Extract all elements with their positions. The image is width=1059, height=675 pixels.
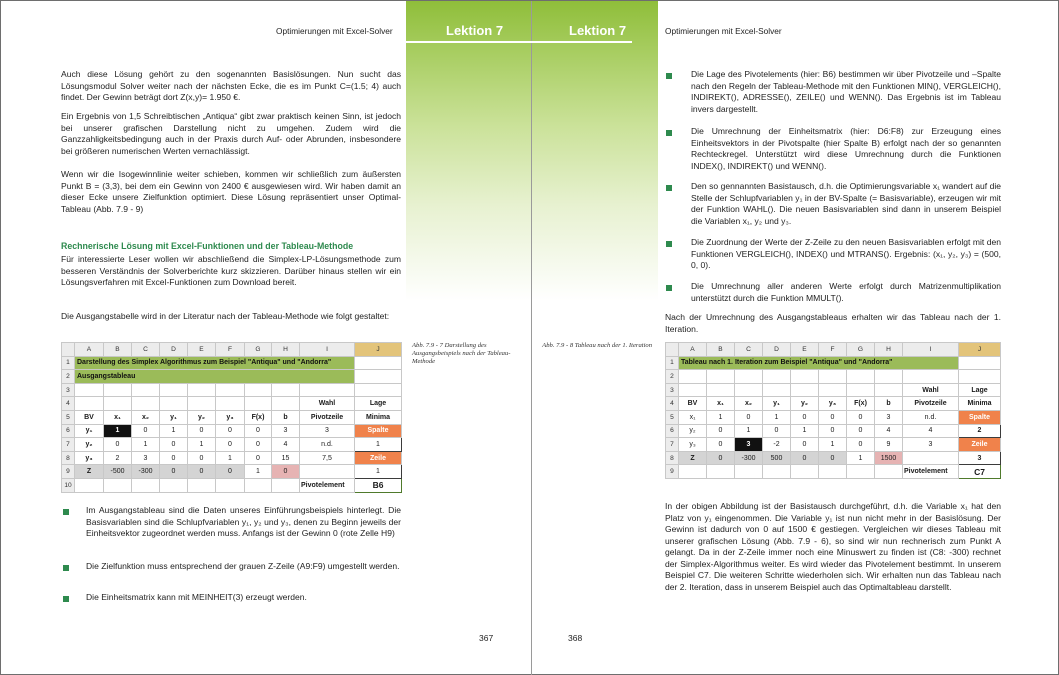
pivotelement-label: Pivotelement [300, 478, 355, 492]
row-number: 2 [666, 370, 679, 384]
table-cell: 0 [188, 424, 216, 438]
table-cell: 0 [847, 438, 875, 452]
left-paragraph-5: Die Ausgangstabelle wird in der Literatur nach der Tableau-Methode wie folgt gestaltet: [61, 311, 390, 321]
tableau-iteration-1 [665, 342, 1001, 479]
table-cell: 1 [188, 438, 216, 452]
table-cell: -300 [132, 465, 160, 479]
col-header: G [847, 343, 875, 357]
table-cell: 0 [188, 465, 216, 479]
col-header: A [679, 343, 707, 357]
bullet-icon [666, 285, 672, 291]
sheet-corner [666, 343, 679, 357]
row-number: 8 [62, 451, 75, 465]
page-number-left: 367 [479, 633, 494, 643]
figure-caption-right: Abb. 7.9 - 8 Tableau nach der 1. Iteration [542, 342, 652, 349]
table-cell: y₃ [75, 451, 104, 465]
spalte-cell: Spalte [959, 410, 1001, 424]
table-cell: -2 [763, 438, 791, 452]
col-header: E [188, 343, 216, 357]
bullet-icon [666, 185, 672, 191]
right-bullet-5: Die Umrechnung aller anderen Werte erfolgt durch Matrizenmultiplikation unterstützt durch die Funktion MMULT(). [691, 281, 1001, 303]
column-label: y₃ [216, 410, 245, 424]
row-number: 4 [62, 397, 75, 411]
table-cell: 0 [707, 424, 735, 438]
table-cell: Z [75, 465, 104, 479]
col-header: J [355, 343, 402, 357]
table-cell: 0 [791, 451, 819, 465]
bullet-icon [666, 73, 672, 79]
row-number: 6 [62, 424, 75, 438]
section-heading: Rechnerische Lösung mit Excel-Funktionen und der Tableau-Methode [61, 241, 354, 251]
col-header: F [819, 343, 847, 357]
row-number: 10 [62, 478, 75, 492]
table-cell: 0 [819, 451, 847, 465]
col-header: G [245, 343, 272, 357]
table-cell: 0 [188, 451, 216, 465]
row-number: 3 [62, 383, 75, 397]
table-cell: 4 [903, 424, 959, 438]
row-number: 1 [62, 356, 75, 370]
table-cell: y₃ [679, 438, 707, 452]
lektion-rule-right [532, 41, 632, 43]
table-cell: y₂ [679, 424, 707, 438]
minima-cell: 3 [959, 451, 1001, 465]
zeile-cell: Zeile [959, 438, 1001, 452]
table-cell: 0 [791, 410, 819, 424]
table-cell: 0 [216, 438, 245, 452]
table-cell: x₁ [679, 410, 707, 424]
table-cell: 0 [216, 465, 245, 479]
row-number: 7 [666, 438, 679, 452]
bullet-icon [63, 509, 69, 515]
left-bullet-1: Im Ausgangstableau sind die Daten unseres Einführungsbeispiels hinterlegt. Die Basisvariablen sind die Schlupfvariablen y₁, y₂ und y₃, denen zu Beginn jeweils der Einheitsvektor zugeordnet werden muss. Anfangs ist der Gewinn 0 (rote Zelle H9) [86, 505, 401, 538]
wahl-header: Wahl [903, 383, 959, 397]
table-cell: 15 [272, 451, 300, 465]
table-cell: 1 [245, 465, 272, 479]
table-cell: 0 [735, 410, 763, 424]
pivotelement-value: B6 [355, 478, 402, 492]
column-label: y₂ [791, 397, 819, 411]
spalte-cell: Spalte [355, 424, 402, 438]
table-cell: 1 [847, 451, 875, 465]
table-cell: 7,5 [300, 451, 355, 465]
right-bullet-1: Die Lage des Pivotelements (hier: B6) bestimmen wir über Pivotzeile und –Spalte nach den Regeln der Tableau-Methode mit den Funktionen MIN(), VERGLEICH(), INDIREKT(), ADRESSE(), ZEILE() und WENN(). Das Ergebnis ist im Tableau invers dargestellt. [691, 69, 1001, 114]
column-label: Minima [959, 397, 1001, 411]
table-cell: -300 [735, 451, 763, 465]
sheet-corner [62, 343, 75, 357]
left-paragraph-4: Für interessierte Leser wollen wir abschließend die Simplex-LP-Lösungsmethode zum besseren Verständnis der Solverberichte kurz skizzieren. Darüber hinaus stellen wir ein Lösungsverfahren mit Excel-Funktionen zum Download bereit. [61, 254, 401, 287]
right-paragraph-2: In der obigen Abbildung ist der Basistausch durchgeführt, d.h. die Variable x₁ hat den Platz von y₁ eingenommen. Die Variable y₁ ist nun nicht mehr in der Basislösung. Der Gewinn ist dadurch von 0 auf 1500 € gestiegen. Vergleichen wir dieses Tableau mit unserer grafischen Lösung (Abb. 7.9 - 6), so sind wir nun rechnerisch zum Punkt A gelangt. Da in der Z-Zeile immer noch eine Minuswert zu finden ist (C8: -300) rechnet der Simplex-Algorithmus weiter. Es wird wieder das Pivotelement bestimmt. In unserem Beispiel C7. Die weiteren Schritte wiederholen sich. Wir erhalten nun das Tableau nach der 2. Iteration, dass in unserem Beispiel auch das Optimaltableau darstellt. [665, 501, 1001, 592]
row-number: 4 [666, 397, 679, 411]
table-cell: 0 [245, 424, 272, 438]
chapter-band-left [406, 1, 532, 301]
page-number-right: 368 [568, 633, 583, 643]
sheet-title: Tableau nach 1. Iteration zum Beispiel "Antiqua" und "Andorra" [679, 356, 959, 370]
table-cell [355, 370, 402, 384]
column-label: x₁ [707, 397, 735, 411]
row-number: 2 [62, 370, 75, 384]
table-cell: 0 [245, 451, 272, 465]
pivotelement-value: C7 [959, 465, 1001, 479]
col-header: D [763, 343, 791, 357]
table-cell [300, 465, 355, 479]
column-label: x₁ [104, 410, 132, 424]
col-header: B [707, 343, 735, 357]
column-label: F(x) [847, 397, 875, 411]
table-cell: n.d. [903, 410, 959, 424]
column-label: F(x) [245, 410, 272, 424]
table-cell: 1 [132, 438, 160, 452]
bullet-icon [666, 130, 672, 136]
chapter-band-right [532, 1, 658, 301]
table-cell [355, 356, 402, 370]
col-header: B [104, 343, 132, 357]
row-number: 5 [62, 410, 75, 424]
table-cell: 3 [300, 424, 355, 438]
column-label: Pivotzeile [903, 397, 959, 411]
col-header: H [272, 343, 300, 357]
running-header-right: Optimierungen mit Excel-Solver [665, 26, 782, 36]
table-cell: 2 [104, 451, 132, 465]
row-number: 9 [666, 465, 679, 479]
row-number: 7 [62, 438, 75, 452]
zeile-cell: Zeile [355, 451, 402, 465]
column-label: BV [75, 410, 104, 424]
pivot-cell: 3 [735, 438, 763, 452]
table-cell: 0 [819, 410, 847, 424]
running-header-left: Optimierungen mit Excel-Solver [276, 26, 393, 36]
row-number: 8 [666, 451, 679, 465]
table-cell: 0 [245, 438, 272, 452]
row-number: 6 [666, 424, 679, 438]
row-number: 3 [666, 383, 679, 397]
pivot-cell: 1 [104, 424, 132, 438]
right-bullet-2: Die Umrechnung der Einheitsmatrix (hier: D6:F8) zur Erzeugung eines Einheitsvektors in der Pivotspalte (hier Spalte B) erfolgt nach der so genannten Rechteckregel. Unterstützt wird diese Umrechnung durch die Funktionen INDEX(), INDIREKT() und WENN(). [691, 126, 1001, 171]
col-header: E [791, 343, 819, 357]
table-cell: 0 [216, 424, 245, 438]
col-header: I [300, 343, 355, 357]
row-number: 5 [666, 410, 679, 424]
column-label: y₁ [763, 397, 791, 411]
bullet-icon [63, 596, 69, 602]
lage-header: Lage [959, 383, 1001, 397]
left-paragraph-2: Ein Ergebnis von 1,5 Schreibtischen „Antiqua“ gibt zwar praktisch keinen Sinn, ist jedoch bei unserer grafischen Darstellung nicht zu umgehen. Zudem wird die Ganzzahligkeitsbedingung auch in der Praxis durch Auf- oder Abrunden, insbesondere bei größeren numerischen Werten vernachlässigt. [61, 111, 401, 156]
right-bullet-4: Die Zuordnung der Werte der Z-Zeile zu den neuen Basisvariablen erfolgt mit den Funktionen VERGLEICH(), INDEX() und MTRANS(). Ergebnis: (x₁, y₂, y₃) = (500, 0, 0). [691, 237, 1001, 270]
column-label: x₂ [132, 410, 160, 424]
column-label: b [272, 410, 300, 424]
col-header: A [75, 343, 104, 357]
table-cell: 0 [160, 465, 188, 479]
left-paragraph-1: Auch diese Lösung gehört zu den sogenannten Basislösungen. Nun sucht das Lösungsmodul Solver weiter nach der nächsten Ecke, die es im Punkt C=(1.5; 4) auch findet. Der Gewinn beträgt dort Z(x,y)= 1.950 €. [61, 69, 401, 102]
column-label: y₁ [160, 410, 188, 424]
table-cell: 0 [132, 424, 160, 438]
table-cell [959, 356, 1001, 370]
lage-header: Lage [355, 397, 402, 411]
right-paragraph-1: Nach der Umrechnung des Ausgangstableaus erhalten wir das Tableau nach der 1. Iteration. [665, 312, 1001, 334]
table-cell: 1 [791, 424, 819, 438]
table-cell: 0 [707, 451, 735, 465]
left-bullet-3: Die Einheitsmatrix kann mit MEINHEIT(3) erzeugt werden. [86, 592, 307, 602]
tableau-initial [61, 342, 402, 493]
col-header: D [160, 343, 188, 357]
row-number: 9 [62, 465, 75, 479]
bullet-icon [666, 241, 672, 247]
minima-cell: 2 [959, 424, 1001, 438]
table-cell: 0 [104, 438, 132, 452]
left-paragraph-3: Wenn wir die Isogewinnlinie weiter schieben, kommen wir schließlich zum äußersten Punkt B = (3,3), bei dem ein Gewinn von 2400 € ausgewiesen wird. Wir haben damit an dieser Ecke unsere Zielfunktion optimiert. Diese Lösung repräsentiert unser Optimal-Tableau (Abb. 7.9 - 9) [61, 169, 401, 214]
lektion-label-left: Lektion 7 [446, 23, 504, 38]
table-cell: Z [679, 451, 707, 465]
table-cell: 1 [160, 424, 188, 438]
table-cell: 3 [903, 438, 959, 452]
table-cell: 0 [847, 410, 875, 424]
column-label: x₂ [735, 397, 763, 411]
column-label: y₂ [188, 410, 216, 424]
table-cell: y₂ [75, 438, 104, 452]
table-cell: 0 [707, 438, 735, 452]
pivotelement-label: Pivotelement [903, 465, 959, 479]
col-header: C [132, 343, 160, 357]
gewinn-cell: 0 [272, 465, 300, 479]
table-cell: 4 [272, 438, 300, 452]
table-cell [903, 451, 959, 465]
table-cell: 0 [847, 424, 875, 438]
minima-cell: 1 [355, 438, 402, 452]
column-label: b [875, 397, 903, 411]
table-cell: 1 [819, 438, 847, 452]
lektion-label-right: Lektion 7 [569, 23, 627, 38]
table-cell: 3 [272, 424, 300, 438]
table-cell: y₁ [75, 424, 104, 438]
table-cell: 0 [791, 438, 819, 452]
gewinn-cell: 1500 [875, 451, 903, 465]
table-cell: 3 [875, 410, 903, 424]
wahl-header: Wahl [300, 397, 355, 411]
table-cell: 500 [763, 451, 791, 465]
right-bullet-3: Den so gennannten Basistausch, d.h. die Optimierungsvariable x₁ wandert auf die Stelle der Schlupfvariablen y₁ in der BV-Spalte (= Basisvariable), erzeugen wir mit der Funktion WAHL(). Die neuen Basisvariablen sind dann in unserem Beispiel die Variablen x₁, y₂ und y₃. [691, 181, 1001, 226]
table-cell: 4 [875, 424, 903, 438]
table-cell: 3 [132, 451, 160, 465]
col-header: J [959, 343, 1001, 357]
table-cell: 1 [216, 451, 245, 465]
page-gutter [531, 1, 532, 675]
table-cell: -500 [104, 465, 132, 479]
left-bullet-2: Die Zielfunktion muss entsprechend der grauen Z-Zeile (A9:F9) umgestellt werden. [86, 561, 400, 571]
table-cell: 9 [875, 438, 903, 452]
lektion-rule-left [406, 41, 532, 43]
col-header: I [903, 343, 959, 357]
sheet-title: Darstellung des Simplex Algorithmus zum Beispiel "Antiqua" und "Andorra" [75, 356, 355, 370]
figure-caption-left: Abb. 7.9 - 7 Darstellung des Ausgangsbeispiels nach der Tableau-Methode [412, 342, 511, 365]
col-header: C [735, 343, 763, 357]
column-label: Minima [355, 410, 402, 424]
table-cell: 1 [707, 410, 735, 424]
table-cell: n.d. [300, 438, 355, 452]
table-cell: 0 [763, 424, 791, 438]
row-number: 1 [666, 356, 679, 370]
table-cell: 0 [160, 451, 188, 465]
minima-cell: 1 [355, 465, 402, 479]
table-cell: 1 [735, 424, 763, 438]
sheet-subtitle: Ausgangstableau [75, 370, 355, 384]
column-label: BV [679, 397, 707, 411]
column-label: Pivotzeile [300, 410, 355, 424]
table-cell: 0 [160, 438, 188, 452]
table-cell: 0 [819, 424, 847, 438]
table-cell: 1 [763, 410, 791, 424]
col-header: H [875, 343, 903, 357]
bullet-icon [63, 565, 69, 571]
column-label: y₃ [819, 397, 847, 411]
col-header: F [216, 343, 245, 357]
